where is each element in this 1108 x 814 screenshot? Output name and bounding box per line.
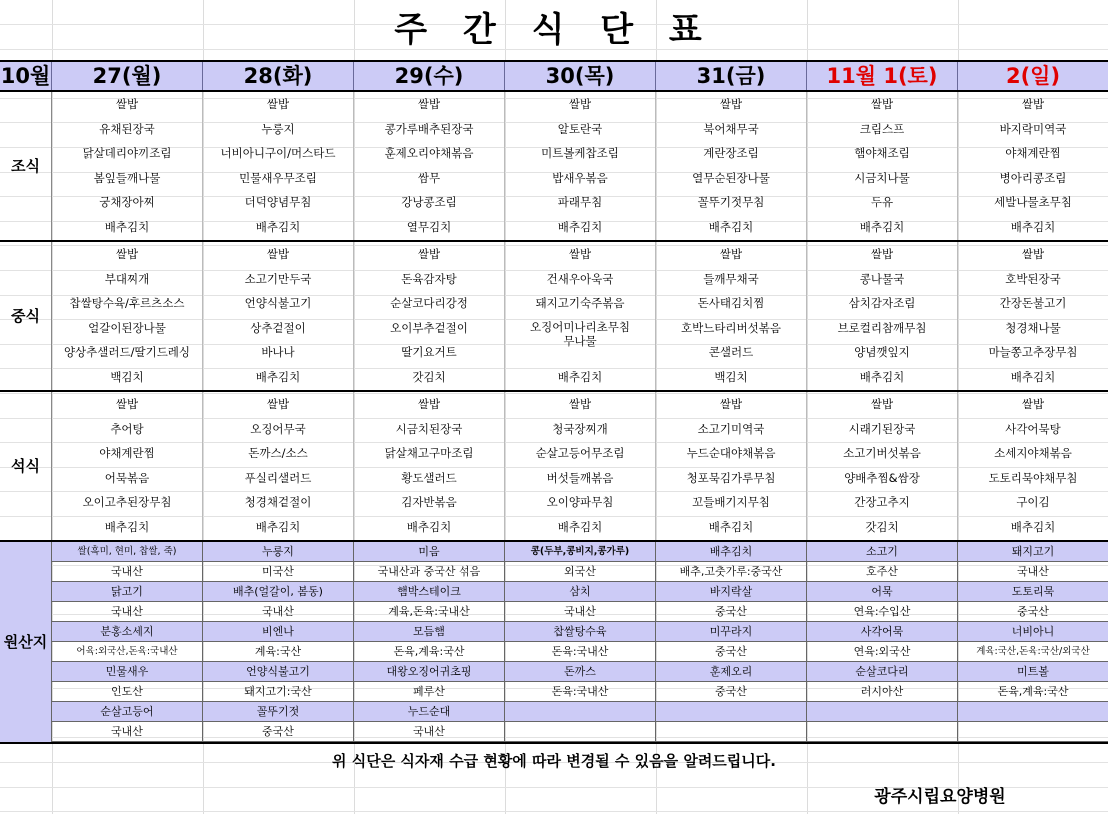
menu-item: 백김치: [714, 369, 748, 384]
origin-item: 햄박스테이크: [354, 582, 505, 601]
menu-item: 밥새우볶음: [552, 170, 608, 185]
origin-country: 국내산과 중국산 섞음: [354, 562, 505, 581]
origin-item: 배추김치: [656, 542, 807, 561]
meal-label: 조식: [0, 92, 52, 240]
menu-item: 쌀밥: [870, 397, 894, 411]
menu-item: 호박된장국: [1005, 271, 1061, 286]
origin-item: 누룽지: [203, 542, 354, 561]
menu-item: 배추김치: [406, 519, 452, 534]
origin-item: 쌀(흑미, 현미, 찹쌀, 죽): [52, 542, 203, 561]
origin-country: 호주산: [807, 562, 958, 581]
origin-country: 계육:국산: [203, 642, 354, 661]
meal-day-column: [656, 242, 807, 390]
meal-day-column: [52, 242, 203, 390]
notice-text: 위 식단은 식자재 수급 현황에 따라 변경될 수 있음을 알려드립니다.: [332, 752, 776, 770]
meal-table: [0, 92, 1108, 542]
origin-label: 원산지: [0, 542, 52, 742]
origin-country: 연육:수입산: [807, 602, 958, 621]
menu-item: 마늘쫑고추장무침: [988, 345, 1078, 360]
menu-item: 구이김: [1016, 495, 1050, 510]
origin-item-row: [52, 622, 1108, 642]
meal-block-0: [0, 92, 1108, 242]
menu-item: 시래기된장국: [848, 421, 916, 436]
meal-day-column: [958, 392, 1108, 540]
menu-item: 배추김치: [557, 519, 603, 534]
origin-item: 미꾸라지: [656, 622, 807, 641]
origin-item: 분홍소세지: [52, 622, 203, 641]
menu-item: 순살코다리강정: [390, 296, 468, 311]
origin-country: 중국산: [203, 722, 354, 741]
origin-item: 비엔나: [203, 622, 354, 641]
menu-item: 오이부추겉절이: [390, 320, 468, 335]
menu-item: 누드순대야채볶음: [686, 446, 776, 461]
menu-item: 쌈무: [417, 170, 441, 185]
origin-item: 꼴뚜기젓: [203, 702, 354, 721]
origin-source-row: [52, 602, 1108, 622]
menu-item: 강낭콩조림: [401, 195, 457, 210]
menu-item: 건새우아욱국: [546, 271, 614, 286]
menu-item: 쌀밥: [266, 97, 290, 111]
origin-item: 언양식불고기: [203, 662, 354, 681]
menu-item: 배추김치: [255, 219, 301, 234]
origin-country: 중국산: [958, 602, 1108, 621]
menu-item: 찹쌀탕수육/후르츠소스: [69, 296, 185, 311]
origin-item: 누드순대: [354, 702, 505, 721]
menu-item: 상추겉절이: [250, 320, 306, 335]
origin-item: 콩(두부,콩비지,콩가루): [505, 542, 656, 561]
menu-item: 갓김치: [865, 519, 899, 534]
menu-item: 쌀밥: [870, 97, 894, 111]
menu-item: 쌀밥: [115, 247, 139, 261]
menu-item: 청경채겉절이: [244, 495, 312, 510]
origin-country: 연육:외국산: [807, 642, 958, 661]
menu-item: 오징어미나리초무침 무나물: [530, 319, 630, 348]
menu-item: 쌀밥: [870, 247, 894, 261]
menu-item: 돈까스/소스: [248, 446, 308, 461]
menu-item: 어묵볶음: [104, 470, 150, 485]
origin-item: 모듬햄: [354, 622, 505, 641]
menu-item: 황도샐러드: [401, 470, 457, 485]
origin-country: 계육,돈육:국내산: [354, 602, 505, 621]
hospital-name: 광주시립요양병원: [874, 787, 1006, 807]
menu-item: 오이고추된장무침: [82, 495, 172, 510]
menu-item: 사각어묵탕: [1005, 421, 1061, 436]
menu-item: 쌀밥: [568, 97, 592, 111]
day-header-sat: 11월 1(토): [807, 62, 958, 90]
origin-item: 너비아니: [958, 622, 1108, 641]
menu-item: 버섯들깨볶음: [546, 470, 614, 485]
month-label: 10월: [0, 64, 51, 88]
menu-item: 쌀밥: [266, 397, 290, 411]
menu-item: 북어채무국: [703, 121, 759, 136]
meal-label: 중식: [0, 242, 52, 390]
meal-day-column: [807, 242, 958, 390]
menu-item: 삼치감자조림: [848, 296, 916, 311]
menu-item: 돈육감자탕: [401, 271, 457, 286]
menu-item: 두유: [870, 195, 894, 210]
menu-item: 소고기미역국: [697, 421, 765, 436]
meal-day-column: [203, 242, 354, 390]
menu-item: 봄잎들깨나물: [93, 170, 161, 185]
origin-table: [0, 542, 1108, 744]
menu-item: 배추김치: [1010, 369, 1056, 384]
day-header-tue: 28(화): [203, 62, 354, 90]
menu-item: 돈사태김치찜: [697, 296, 765, 311]
menu-item: 꼴뚜기젓무침: [697, 195, 765, 210]
meal-day-column: [52, 92, 203, 240]
menu-item: 시금치나물: [854, 170, 910, 185]
menu-item: 쌀밥: [719, 247, 743, 261]
meal-day-column: [203, 92, 354, 240]
origin-item: 찹쌀탕수육: [505, 622, 656, 641]
origin-country: [505, 722, 656, 741]
menu-item: 추어탕: [110, 421, 144, 436]
origin-country: [656, 722, 807, 741]
origin-country: 국내산: [52, 562, 203, 581]
menu-item: 쌀밥: [115, 397, 139, 411]
menu-item: 배추김치: [104, 219, 150, 234]
origin-country: 미국산: [203, 562, 354, 581]
origin-country: 국내산: [52, 722, 203, 741]
meal-day-column: [958, 242, 1108, 390]
day-header-mon: 27(월): [52, 62, 203, 90]
menu-item: 김자반볶음: [401, 495, 457, 510]
meal-day-column: [354, 392, 505, 540]
origin-country: 러시아산: [807, 682, 958, 701]
menu-item: 크림스프: [859, 121, 905, 136]
menu-item: 병아리콩조림: [999, 170, 1067, 185]
menu-item: 딸기요거트: [401, 345, 457, 360]
menu-item: 햄야채조림: [854, 146, 910, 161]
menu-item: 쌀밥: [719, 97, 743, 111]
meal-day-column: [958, 92, 1108, 240]
menu-item: 부대찌개: [104, 271, 150, 286]
menu-item: 양배추찜&쌈장: [844, 470, 920, 485]
menu-item: 쌀밥: [1021, 97, 1045, 111]
menu-item: 계란장조림: [703, 146, 759, 161]
menu-item: 오징어무국: [250, 421, 306, 436]
origin-country: 중국산: [656, 682, 807, 701]
menu-item: 소세지야채볶음: [994, 446, 1072, 461]
menu-item: 쌀밥: [1021, 247, 1045, 261]
menu-item: 푸실리샐러드: [244, 470, 312, 485]
meal-day-column: [505, 392, 656, 540]
menu-item: 바나나: [261, 345, 295, 360]
menu-item: 순살고등어무조림: [535, 446, 625, 461]
origin-item: 사각어묵: [807, 622, 958, 641]
menu-item: 쌀밥: [417, 97, 441, 111]
origin-item: 돼지고기: [958, 542, 1108, 561]
menu-item: 쌀밥: [1021, 397, 1045, 411]
origin-country: 계육:국산,돈육:국산/외국산: [958, 642, 1108, 661]
origin-item: 삼치: [505, 582, 656, 601]
origin-item: [958, 702, 1108, 721]
menu-item: 쌀밥: [115, 97, 139, 111]
origin-source-row: [52, 722, 1108, 742]
meal-block-1: [0, 242, 1108, 392]
meal-day-column: [807, 92, 958, 240]
origin-country: 국내산: [203, 602, 354, 621]
origin-item-row: [52, 702, 1108, 722]
menu-item: 배추김치: [859, 369, 905, 384]
meal-day-column: [807, 392, 958, 540]
page-title: 주 간 식 단 표: [394, 10, 714, 50]
menu-item: 쌀밥: [266, 247, 290, 261]
menu-item: 오이양파무침: [546, 495, 614, 510]
menu-item: 배추김치: [1010, 219, 1056, 234]
meal-day-column: [656, 92, 807, 240]
menu-item: 꼬들배기지무침: [692, 495, 770, 510]
origin-country: 페루산: [354, 682, 505, 701]
origin-country: [807, 722, 958, 741]
menu-item: 소고기버섯볶음: [843, 446, 921, 461]
menu-item: 알토란국: [557, 121, 603, 136]
menu-item: 파래무침: [557, 195, 603, 210]
origin-item: 대왕오징어귀초핑: [354, 662, 505, 681]
menu-item: 열무김치: [406, 219, 452, 234]
menu-item: 배추김치: [859, 219, 905, 234]
meal-day-column: [354, 92, 505, 240]
meal-block-2: [0, 392, 1108, 542]
menu-item: 민물새우무조림: [239, 170, 317, 185]
menu-item: 돼지고기숙주볶음: [535, 296, 625, 311]
meal-day-column: [354, 242, 505, 390]
menu-item: 배추김치: [255, 519, 301, 534]
origin-country: [958, 722, 1108, 741]
origin-country: 인도산: [52, 682, 203, 701]
origin-item: 미트볼: [958, 662, 1108, 681]
origin-source-row: [52, 642, 1108, 662]
menu-item: 콩나물국: [859, 271, 905, 286]
menu-item: 배추김치: [1010, 519, 1056, 534]
meal-label: 석식: [0, 392, 52, 540]
menu-item: 닭살데리야끼조림: [82, 146, 172, 161]
origin-country: 돈육,계육:국산: [958, 682, 1108, 701]
menu-item: 브로컬리참깨무침: [837, 320, 927, 335]
origin-item: [807, 702, 958, 721]
day-header-fri: 31(금): [656, 62, 807, 90]
origin-item: 돈까스: [505, 662, 656, 681]
origin-country: 돼지고기:국산: [203, 682, 354, 701]
menu-item: 누룽지: [261, 121, 295, 136]
menu-item: 청경채나물: [1005, 320, 1061, 335]
origin-item: 소고기: [807, 542, 958, 561]
menu-item: 청포묵김가루무침: [686, 470, 776, 485]
menu-item: 더덕양념무침: [244, 195, 312, 210]
origin-country: 돈육,계육:국산: [354, 642, 505, 661]
origin-source-row: [52, 562, 1108, 582]
meal-day-column: [656, 392, 807, 540]
menu-item: 호박느타리버섯볶음: [681, 320, 781, 335]
origin-item-row: [52, 582, 1108, 602]
menu-item: 배추김치: [708, 219, 754, 234]
meal-day-column: [505, 242, 656, 390]
menu-item: 배추김치: [557, 369, 603, 384]
origin-country: 중국산: [656, 602, 807, 621]
menu-item: 콘샐러드: [708, 345, 754, 360]
menu-item: 궁채장아찌: [99, 195, 155, 210]
menu-item: 얼갈이된장나물: [88, 320, 166, 335]
menu-item: 너비아니구이/머스타드: [220, 146, 336, 161]
origin-country: 돈육:국내산: [505, 642, 656, 661]
menu-item: 닭살채고구마조림: [384, 446, 474, 461]
origin-item: 바지락살: [656, 582, 807, 601]
menu-item: 콩가루배추된장국: [384, 121, 474, 136]
menu-item: 훈제오리야채볶음: [384, 146, 474, 161]
date-header-row: [0, 60, 1108, 92]
menu-item: 쌀밥: [417, 397, 441, 411]
origin-item-row: [52, 542, 1108, 562]
menu-item: 들깨무채국: [703, 271, 759, 286]
menu-item: 쌀밥: [568, 397, 592, 411]
meal-day-column: [505, 92, 656, 240]
origin-country: 국내산: [505, 602, 656, 621]
origin-item: 순살고등어: [52, 702, 203, 721]
menu-item: 야채계란찜: [99, 446, 155, 461]
origin-item: [505, 702, 656, 721]
menu-item: 백김치: [110, 369, 144, 384]
origin-country: 배추,고춧가루:중국산: [656, 562, 807, 581]
origin-item: 민물새우: [52, 662, 203, 681]
origin-source-row: [52, 682, 1108, 702]
origin-item: [656, 702, 807, 721]
menu-item: 배추김치: [708, 519, 754, 534]
day-header-wed: 29(수): [354, 62, 505, 90]
origin-item: 훈제오리: [656, 662, 807, 681]
origin-item: 도토리묵: [958, 582, 1108, 601]
origin-country: 국내산: [52, 602, 203, 621]
origin-country: 중국산: [656, 642, 807, 661]
menu-item: 바지락미역국: [999, 121, 1067, 136]
menu-item: 열무순된장나물: [692, 170, 770, 185]
menu-item: 간장고추지: [854, 495, 910, 510]
menu-item: 배추김치: [255, 369, 301, 384]
meal-day-column: [52, 392, 203, 540]
menu-item: 미트볼케찹조림: [541, 146, 619, 161]
menu-item: 쌀밥: [568, 247, 592, 261]
origin-item: 순살코다리: [807, 662, 958, 681]
menu-item: 유채된장국: [99, 121, 155, 136]
menu-item: 쌀밥: [417, 247, 441, 261]
menu-item: 배추김치: [557, 219, 603, 234]
menu-item: 갓김치: [412, 369, 446, 384]
origin-item: 미음: [354, 542, 505, 561]
menu-item: 청국장찌개: [552, 421, 608, 436]
origin-country: 국내산: [958, 562, 1108, 581]
origin-item-row: [52, 662, 1108, 682]
menu-item: 양념깻잎지: [854, 345, 910, 360]
menu-item: 쌀밥: [719, 397, 743, 411]
origin-country: 돈육:국내산: [505, 682, 656, 701]
menu-item: 간장돈불고기: [999, 296, 1067, 311]
menu-item: 시금치된장국: [395, 421, 463, 436]
origin-item: 닭고기: [52, 582, 203, 601]
origin-item: 어묵: [807, 582, 958, 601]
menu-item: 언양식불고기: [244, 296, 312, 311]
origin-item: 배추(얼갈이, 봄동): [203, 582, 354, 601]
meal-day-column: [203, 392, 354, 540]
menu-item: 도토리묵야채무침: [988, 470, 1078, 485]
day-header-thu: 30(목): [505, 62, 656, 90]
origin-country: 국내산: [354, 722, 505, 741]
menu-item: 양상추샐러드/딸기드레싱: [63, 345, 191, 360]
menu-item: 소고기만두국: [244, 271, 312, 286]
menu-item: 야채계란찜: [1005, 146, 1061, 161]
menu-item: 세발나물초무침: [994, 195, 1072, 210]
origin-country: 외국산: [505, 562, 656, 581]
origin-country: 어육:외국산,돈육:국내산: [52, 642, 203, 661]
menu-item: 배추김치: [104, 519, 150, 534]
day-header-sun: 2(일): [958, 62, 1108, 90]
